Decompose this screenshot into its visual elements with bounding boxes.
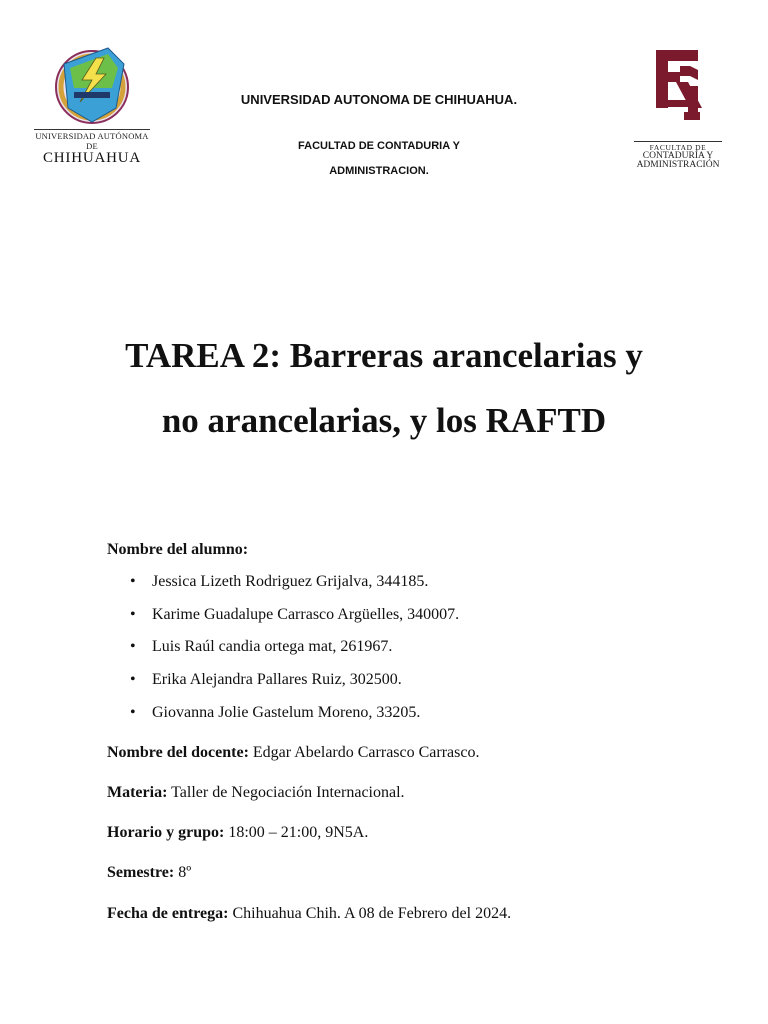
students-label: Nombre del alumno:	[107, 541, 249, 558]
schedule-value: 18:00 – 21:00, 9N5A.	[224, 824, 369, 841]
student-item: • Erika Alejandra Pallares Ruiz, 302500.	[107, 670, 459, 703]
schedule-label: Horario y grupo:	[107, 824, 225, 841]
semester-value: 8º	[174, 864, 192, 881]
student-item: • Giovanna Jolie Gastelum Moreno, 33205.	[107, 703, 459, 736]
faculty-name-line2: ADMINISTRACION.	[329, 165, 429, 177]
due-date-field	[107, 905, 511, 923]
document-title-line1: TAREA 2: Barreras arancelarias y	[125, 336, 643, 375]
teacher-label: Nombre del docente:	[107, 744, 249, 761]
uach-caption-main: CHIHUAHUA	[42, 150, 142, 166]
semester-field	[107, 864, 191, 882]
fca-caption-line1: FACULTAD DE	[634, 141, 722, 152]
teacher-value: Edgar Abelardo Carrasco Carrasco.	[248, 744, 480, 761]
fca-logo	[628, 46, 728, 172]
due-date-label: Fecha de entrega:	[107, 905, 229, 922]
fca-caption-line2: CONTADURÍA Y	[642, 151, 714, 161]
uach-caption-top: UNIVERSIDAD AUTÓNOMA DE	[35, 131, 149, 151]
semester-label: Semestre:	[107, 864, 175, 881]
teacher-field	[107, 744, 479, 762]
schedule-field	[107, 824, 368, 842]
fca-mark-icon	[628, 46, 728, 136]
subject-field	[107, 784, 405, 802]
uach-seal-icon	[30, 44, 154, 129]
faculty-name-line1: FACULTAD DE CONTADURIA Y	[298, 140, 460, 152]
student-item: • Jessica Lizeth Rodriguez Grijalva, 344185.	[107, 572, 459, 605]
student-item: • Luis Raúl candia ortega mat, 261967.	[107, 637, 459, 670]
subject-label: Materia:	[107, 784, 168, 801]
student-item: • Karime Guadalupe Carrasco Argüelles, 340007.	[107, 605, 459, 638]
students-list	[107, 572, 459, 735]
subject-value: Taller de Negociación Internacional.	[167, 784, 405, 801]
university-name: UNIVERSIDAD AUTONOMA DE CHIHUAHUA.	[240, 92, 518, 107]
due-date-value: Chihuahua Chih. A 08 de Febrero del 2024.	[228, 905, 512, 922]
fca-caption-line3: ADMINISTRACIÓN	[636, 160, 720, 170]
document-title-line2: no arancelarias, y los RAFTD	[161, 401, 607, 440]
